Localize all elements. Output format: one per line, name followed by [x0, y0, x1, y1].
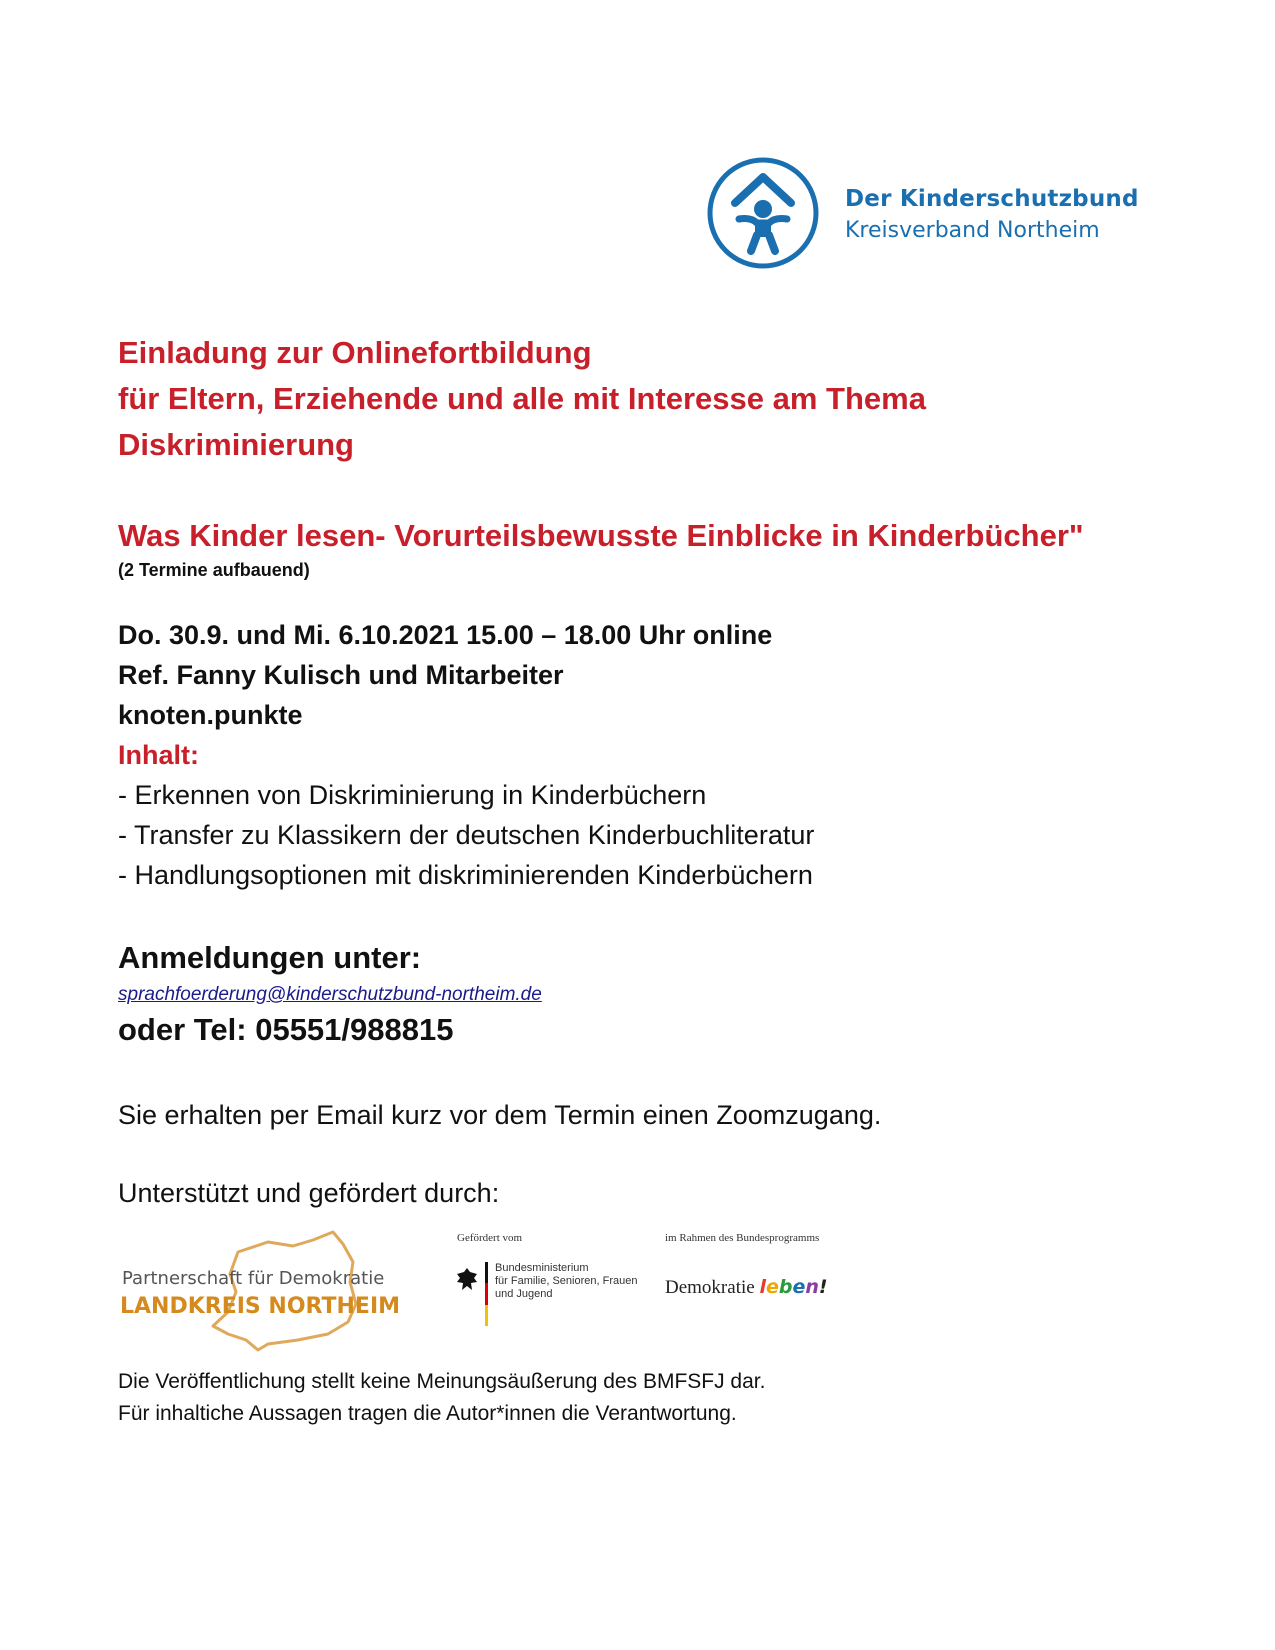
event-title: Was Kinder lesen- Vorurteilsbewusste Einblicke in Kinderbücher" — [118, 518, 1084, 553]
content-label: Inhalt: — [118, 740, 199, 770]
disclaimer-line-1: Die Veröffentlichung stellt keine Meinungsäußerung des BMFSFJ dar. — [118, 1370, 766, 1393]
ministry-caption: Gefördert vom — [457, 1232, 523, 1244]
org-name: Der Kinderschutzbund — [845, 186, 1139, 212]
registration-label: Anmeldungen unter: — [118, 940, 422, 975]
demokratie-leben-logo — [665, 1232, 865, 1312]
content-item: - Transfer zu Klassikern der deutschen Kinderbuchliteratur — [118, 820, 815, 850]
bmfsfj-logo — [455, 1232, 638, 1342]
federal-eagle-icon — [455, 1266, 479, 1294]
ministry-line: für Familie, Senioren, Frauen — [495, 1275, 638, 1287]
ministry-line: Bundesministerium — [495, 1262, 589, 1274]
invitation-line-1: Einladung zur Onlinefortbildung — [118, 335, 592, 370]
partnership-logo — [118, 1222, 428, 1352]
content-item: - Erkennen von Diskriminierung in Kinderbüchern — [118, 780, 707, 810]
ministry-line: und Jugend — [495, 1288, 553, 1300]
invitation-line-3: Diskriminierung — [118, 427, 354, 462]
event-subtitle: (2 Termine aufbauend) — [118, 560, 310, 580]
invitation-line-2: für Eltern, Erziehende und alle mit Interesse am Thema — [118, 381, 926, 416]
event-date: Do. 30.9. und Mi. 6.10.2021 15.00 – 18.00 Uhr online — [118, 620, 773, 650]
registration-phone: oder Tel: 05551/988815 — [118, 1012, 454, 1047]
kinderschutzbund-logo — [705, 155, 1139, 275]
leben-letter: l — [759, 1276, 766, 1298]
zoom-note: Sie erhalten per Email kurz vor dem Termin einen Zoomzugang. — [118, 1100, 882, 1130]
german-flag-stripe — [485, 1262, 488, 1326]
program-word: Demokratie — [665, 1277, 755, 1298]
partnership-name: Partnerschaft für Demokratie — [122, 1268, 385, 1289]
event-organization: knoten.punkte — [118, 700, 303, 730]
partnership-region: LANDKREIS NORTHEIM — [120, 1294, 401, 1319]
support-label: Unterstützt und gefördert durch: — [118, 1178, 500, 1208]
leben-letter: e — [765, 1276, 779, 1298]
content-item: - Handlungsoptionen mit diskriminierenden Kinderbüchern — [118, 860, 813, 890]
program-caption: im Rahmen des Bundesprogramms — [665, 1232, 820, 1244]
event-speaker: Ref. Fanny Kulisch und Mitarbeiter — [118, 660, 564, 690]
leben-letter: n — [805, 1276, 819, 1298]
leben-letter: b — [778, 1276, 793, 1298]
disclaimer-line-2: Für inhaltiche Aussagen tragen die Autor*innen die Verantwortung. — [118, 1402, 737, 1425]
leben-letter: e — [792, 1276, 806, 1298]
leben-letter: ! — [818, 1276, 828, 1298]
registration-email-link[interactable]: sprachfoerderung@kinderschutzbund-northeim.de — [118, 984, 542, 1005]
kinderschutzbund-emblem-icon — [705, 155, 825, 275]
org-branch: Kreisverband Northeim — [845, 218, 1100, 243]
